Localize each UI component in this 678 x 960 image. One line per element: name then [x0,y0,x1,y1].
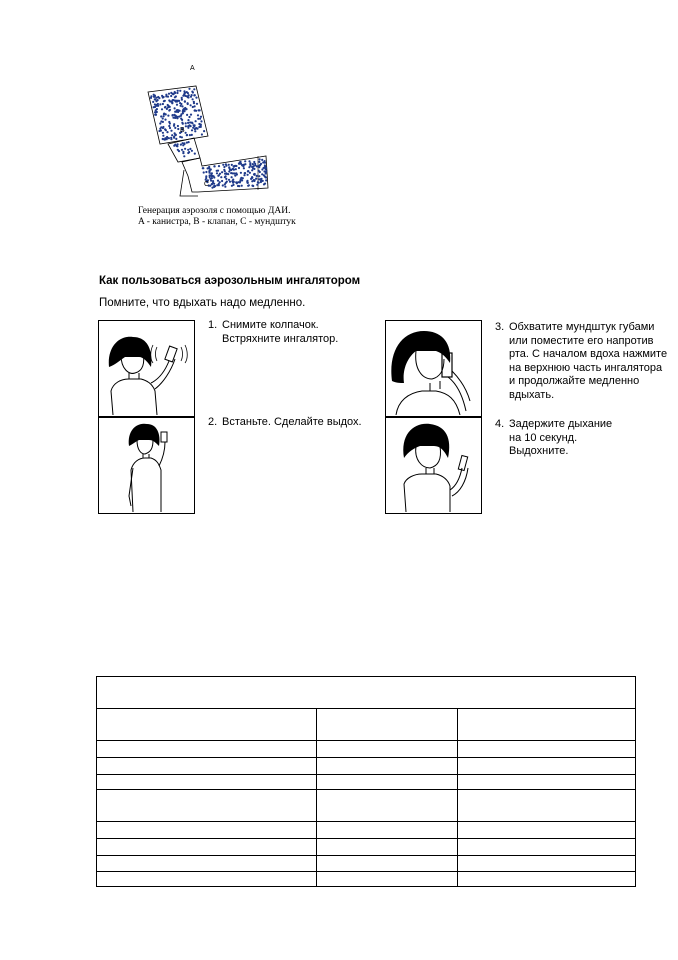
aerosol-particle [176,104,178,106]
aerosol-particle [237,185,239,187]
aerosol-particle [175,116,177,118]
aerosol-particle [177,90,179,92]
aerosol-particle [237,181,239,183]
step-4-line-1: Задержите дыхание [509,418,613,430]
step-3 [495,321,667,403]
step-3-number: 3. [495,321,505,333]
aerosol-particle [218,165,220,167]
aerosol-particle [190,114,192,116]
aerosol-particle [259,158,261,160]
aerosol-particle [173,125,175,127]
aerosol-particle [253,161,255,163]
aerosol-particle [192,106,194,108]
girl-shaking-inhaler-icon [99,321,194,415]
caption-line-1: Генерация аэрозоля с помощью ДАИ. [138,206,291,216]
aerosol-particle [200,120,202,122]
aerosol-particle [235,181,237,183]
aerosol-particle [249,162,251,164]
aerosol-particle [228,164,230,166]
aerosol-particle [213,183,215,185]
step-4-number: 4. [495,418,505,430]
aerosol-particle [203,130,205,132]
aerosol-particle [188,88,190,90]
aerosol-particle [183,142,185,144]
aerosol-particle [181,149,183,151]
aerosol-particle [156,97,158,99]
aerosol-particle [235,165,237,167]
aerosol-particle [175,134,177,136]
aerosol-particle [185,125,187,127]
table-column-divider [316,708,317,887]
aerosol-particle [196,127,198,129]
aerosol-particle [177,125,179,127]
aerosol-particle [264,167,266,169]
table-column-divider [457,708,458,887]
aerosol-particle [265,176,267,178]
aerosol-particle [170,130,172,132]
aerosol-particle [188,141,190,143]
aerosol-particle [182,151,184,153]
aerosol-particle [190,125,192,127]
aerosol-particle [162,138,164,140]
aerosol-particle [261,159,263,161]
aerosol-particle [211,187,213,189]
aerosol-particle [247,174,249,176]
aerosol-particle [176,92,178,94]
aerosol-particle [185,132,187,134]
aerosol-particle [243,167,245,169]
aerosol-particle [217,180,219,182]
aerosol-particle [231,176,233,178]
aerosol-particle [234,175,236,177]
aerosol-particle [243,174,245,176]
aerosol-particle [241,179,243,181]
diagram-caption [138,206,296,228]
table-rule [97,855,635,856]
aerosol-particle [251,169,253,171]
step-1 [208,319,338,346]
aerosol-particle [166,108,168,110]
aerosol-particle [261,173,263,175]
aerosol-particle [225,175,227,177]
aerosol-particle [209,178,211,180]
caption-line-2: A - канистра, B - клапан, C - мундштук [138,217,296,227]
step-1-number: 1. [208,319,218,331]
aerosol-particle [191,150,193,152]
aerosol-particle [181,119,183,121]
aerosol-particle [162,117,164,119]
aerosol-particle [228,170,230,172]
aerosol-particle [188,116,190,118]
aerosol-particle [187,119,189,121]
aerosol-particle [150,97,152,99]
aerosol-particle [175,138,177,140]
aerosol-particle [247,185,249,187]
aerosol-particle [198,109,200,111]
aerosol-particle [193,102,195,104]
aerosol-particle [209,185,211,187]
aerosol-particle [192,91,194,93]
aerosol-particle [223,166,225,168]
aerosol-particle [195,110,197,112]
aerosol-particle [159,122,161,124]
aerosol-particle [212,175,214,177]
aerosol-particle [174,96,176,98]
aerosol-particle [153,96,155,98]
aerosol-particle [180,115,182,117]
aerosol-particle [228,179,230,181]
aerosol-particle [194,128,196,130]
aerosol-particle [164,137,166,139]
illustration-frame-left [98,320,195,514]
aerosol-particle [189,134,191,136]
aerosol-particle [162,103,164,105]
aerosol-particle [183,90,185,92]
aerosol-particle [158,97,160,99]
aerosol-particle [174,107,176,109]
aerosol-particle [264,164,266,166]
aerosol-particle [242,164,244,166]
aerosol-particle [175,101,177,103]
aerosol-particle [190,104,192,106]
aerosol-particle [197,114,199,116]
illustration-frame-right [385,320,482,514]
aerosol-particle [233,181,235,183]
aerosol-particle [173,137,175,139]
aerosol-particle [195,120,197,122]
aerosol-particle [258,161,260,163]
aerosol-particle [213,165,215,167]
aerosol-particle [203,171,205,173]
aerosol-particle [240,163,242,165]
aerosol-particle [153,94,155,96]
aerosol-particle [258,170,260,172]
aerosol-particle [219,173,221,175]
aerosol-particle [256,175,258,177]
aerosol-particle [174,127,176,129]
aerosol-particle [171,134,173,136]
aerosol-particle [168,125,170,127]
aerosol-particle [181,136,183,138]
aerosol-particle [258,165,260,167]
aerosol-particle [170,92,172,94]
aerosol-particle [213,185,215,187]
aerosol-particle [168,93,170,95]
aerosol-particle [172,114,174,116]
aerosol-particle [233,165,235,167]
aerosol-particle [228,166,230,168]
aerosol-particle [157,99,159,101]
aerosol-particle [198,123,200,125]
aerosol-particle [163,100,165,102]
aerosol-particle [186,114,188,116]
aerosol-particle [232,184,234,186]
aerosol-particle [185,122,187,124]
aerosol-particle [160,120,162,122]
aerosol-particle [264,183,266,185]
aerosol-particle [241,185,243,187]
aerosol-particle [194,153,196,155]
empty-table [96,676,636,887]
aerosol-particle [252,163,254,165]
aerosol-particle [195,97,197,99]
aerosol-particle [187,103,189,105]
aerosol-particle [223,169,225,171]
aerosol-particle [194,124,196,126]
step-2-number: 2. [208,416,218,428]
aerosol-particle [260,178,262,180]
aerosol-particle [232,168,234,170]
step-2-line-1: Встаньте. Сделайте выдох. [222,416,362,428]
aerosol-particle [216,172,218,174]
aerosol-particle [208,170,210,172]
aerosol-particle [187,122,189,124]
aerosol-particle [248,160,250,162]
table-rule [97,740,635,741]
aerosol-particle [187,92,189,94]
section-title: Как пользоваться аэрозольным ингалятором [99,275,361,287]
aerosol-particle [189,121,191,123]
aerosol-particle [172,93,174,95]
aerosol-particle [200,126,202,128]
aerosol-particle [171,102,173,104]
aerosol-particle [192,127,194,129]
aerosol-particle [218,184,220,186]
aerosol-particle [184,101,186,103]
aerosol-particle [187,149,189,151]
aerosol-particle [205,171,207,173]
aerosol-particle [159,103,161,105]
table-rule [97,789,635,790]
aerosol-particle [200,116,202,118]
table-rule [97,838,635,839]
step-4-line-2: на 10 секунд. [509,431,578,444]
aerosol-particle [162,132,164,134]
step-3-line-3: рта. С началом вдоха нажмите [509,348,668,361]
aerosol-particle [191,129,193,131]
aerosol-particle [262,180,264,182]
step-3-line-6: вдыхать. [509,388,555,401]
aerosol-particle [163,115,165,117]
aerosol-particle [186,134,188,136]
aerosol-particle [201,133,203,135]
aerosol-particle [166,137,168,139]
step-4-line-3: Выдохните. [509,445,569,458]
diagram-label-c: C [204,181,210,188]
aerosol-particle [190,96,192,98]
aerosol-particle [246,180,248,182]
aerosol-particle [164,106,166,108]
aerosol-particle [221,171,223,173]
aerosol-particle [177,149,179,151]
aerosol-particle [178,100,180,102]
aerosol-particle [244,172,246,174]
aerosol-particle [232,179,234,181]
aerosol-particle [182,112,184,114]
aerosol-particle [154,111,156,113]
table-rule [97,871,635,872]
aerosol-particle [172,99,174,101]
aerosol-particle [167,104,169,106]
aerosol-particle [154,114,156,116]
aerosol-particle [193,88,195,90]
aerosol-particle [202,167,204,169]
step-3-line-5: и продолжайте медленно [509,375,640,388]
aerosol-particle [187,152,189,154]
aerosol-particle [264,162,266,164]
aerosol-particle [155,109,157,111]
aerosol-particle [183,155,185,157]
aerosol-particle [225,178,227,180]
aerosol-particle [154,98,156,100]
aerosol-particle [181,97,183,99]
aerosol-particle [222,164,224,166]
aerosol-particle [163,113,165,115]
aerosol-particle [164,119,166,121]
aerosol-particle [176,109,178,111]
aerosol-particle [225,173,227,175]
step-2 [208,416,362,430]
step-3-line-4: на верхнюю часть ингалятора [509,361,663,374]
aerosol-particle [261,168,263,170]
aerosol-particle [240,172,242,174]
aerosol-particle [247,170,249,172]
aerosol-particle [251,177,253,179]
aerosol-particle [235,168,237,170]
aerosol-particle [238,167,240,169]
aerosol-particle [251,185,253,187]
table-rule [97,821,635,822]
table-rule [97,708,635,709]
aerosol-particle [255,178,257,180]
aerosol-particle [244,160,246,162]
aerosol-particle [252,167,254,169]
aerosol-particle [248,166,250,168]
aerosol-particle [180,144,182,146]
diagram-label-a: A [190,65,195,72]
aerosol-particle [249,172,251,174]
aerosol-particle [189,148,191,150]
step-4 [495,418,612,459]
table-rule [97,774,635,775]
aerosol-particle [184,108,186,110]
aerosol-particle [196,103,198,105]
aerosol-particle [217,170,219,172]
aerosol-particle [194,130,196,132]
aerosol-particle [256,184,258,186]
aerosol-particle [257,181,259,183]
aerosol-particle [233,172,235,174]
aerosol-particle [170,137,172,139]
aerosol-particle [162,126,164,128]
aerosol-particle [265,179,267,181]
aerosol-particle [162,135,164,137]
aerosol-particle [230,172,232,174]
aerosol-particle [187,96,189,98]
aerosol-particle [263,170,265,172]
aerosol-particle [160,115,162,117]
aerosol-particle [254,173,256,175]
aerosol-particle [164,128,166,130]
aerosol-particle [165,95,167,97]
aerosol-particle [242,177,244,179]
aerosol-particle [231,164,233,166]
aerosol-particle [253,179,255,181]
aerosol-particle [159,128,161,130]
aerosol-particle [184,95,186,97]
aerosol-particle [265,172,267,174]
aerosol-particle [174,144,176,146]
aerosol-particle [160,130,162,132]
aerosol-particle [180,103,182,105]
aerosol-particle [183,110,185,112]
aerosol-particle [161,108,163,110]
aerosol-particle [169,109,171,111]
aerosol-particle [220,176,222,178]
aerosol-particle [194,94,196,96]
aerosol-particle [170,95,172,97]
aerosol-particle [152,101,154,103]
inhaler-aerosol-diagram [138,58,278,198]
diagram-label-b: B [180,127,185,134]
aerosol-particle [219,181,221,183]
aerosol-particle [169,127,171,129]
aerosol-particle [224,186,226,188]
aerosol-particle [191,134,193,136]
aerosol-particle [225,182,227,184]
table-rule [97,757,635,758]
aerosol-particle [210,173,212,175]
aerosol-particle [167,115,169,117]
aerosol-particle [197,118,199,120]
aerosol-particle [181,105,183,107]
step-1-line-1: Снимите колпачок. [222,319,319,331]
aerosol-particle [169,100,171,102]
aerosol-particle [225,165,227,167]
aerosol-particle [222,184,224,186]
girl-standing-exhaling-icon [99,418,194,512]
girl-inhaling-icon [386,321,481,415]
reminder-text: Помните, что вдыхать надо медленно. [99,297,306,309]
step-3-line-2: или поместите его напротив [509,334,654,347]
aerosol-particle [192,98,194,100]
aerosol-particle [229,181,231,183]
aerosol-particle [169,122,171,124]
aerosol-particle [161,95,163,97]
aerosol-particle [184,148,186,150]
step-1-line-2: Встряхните ингалятор. [222,332,339,345]
aerosol-particle [221,180,223,182]
aerosol-particle [188,94,190,96]
aerosol-particle [181,122,183,124]
aerosol-particle [207,167,209,169]
girl-holding-breath-icon [386,418,481,512]
step-3-line-1: Обхватите мундштук губами [509,321,655,333]
aerosol-particle [157,103,159,105]
aerosol-particle [166,131,168,133]
aerosol-particle [258,175,260,177]
aerosol-particle [179,90,181,92]
